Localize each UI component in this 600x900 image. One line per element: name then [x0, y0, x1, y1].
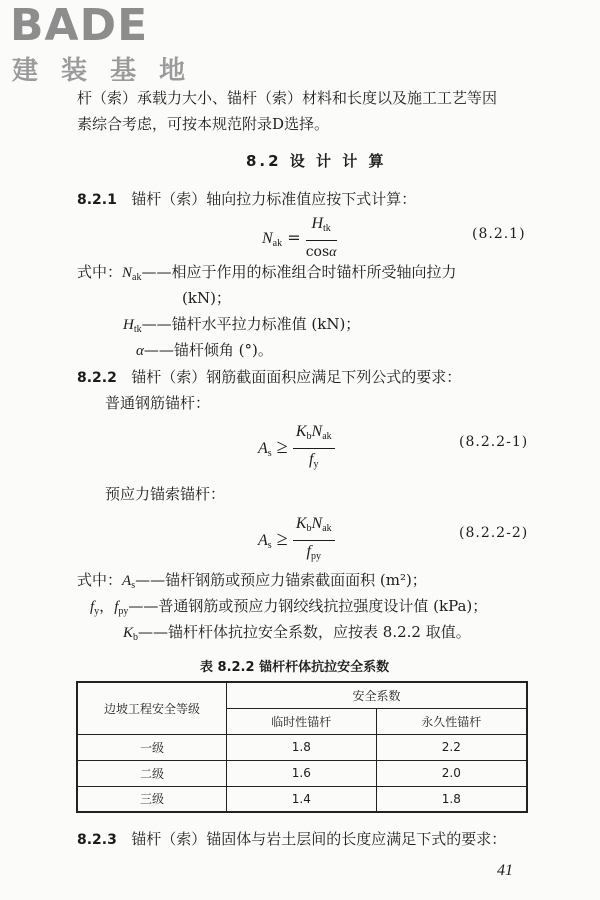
fraction: $\frac{K_bN_{ak}}{f_y}$ [293, 422, 335, 475]
symbol-as: $A_s$ [122, 573, 136, 591]
sub-heading-ordinary: 普通钢筋锚杆： [105, 394, 211, 412]
cell-grade: 二级 [77, 760, 227, 786]
definition-nak [77, 262, 457, 288]
intro-line-1: 杆（索）承载力大小、锚杆（索）材料和长度以及施工工艺等因 [77, 89, 498, 107]
watermark-logo: BADE [10, 0, 149, 51]
header-safety-factor: 安全系数 [227, 682, 528, 708]
definition-text: ——锚杆钢筋或预应力锚索截面面积 (m²)； [135, 571, 427, 589]
symbol-alpha: α [136, 343, 144, 359]
fraction: $\frac{K_bN_{ak}}{f_{py}}$ [293, 514, 335, 567]
clause-text: 锚杆（索）轴向拉力标准值应按下式计算： [131, 190, 417, 208]
clause-number: 8.2.3 [77, 832, 117, 848]
header-temporary: 临时性锚杆 [227, 708, 377, 734]
fraction: $\frac{H_{tk}}{\cos\alpha}$ [305, 215, 337, 260]
definition-prefix: 式中： [77, 263, 123, 281]
symbol-fy: $f_y$ [90, 599, 100, 617]
cell-permanent: 1.8 [376, 786, 527, 812]
watermark-subtitle: 建 装 基 地 [12, 56, 193, 86]
intro-line-2: 素综合考虑，可按本规范附录D选择。 [77, 115, 330, 133]
cell-permanent: 2.2 [376, 734, 527, 760]
clause-8-2-2 [77, 367, 461, 388]
equation-number: (8.2.1) [472, 226, 526, 242]
formula-8-2-1: $N_{ak}$ = $\frac{H_{tk}}{\cos\alpha}$ [262, 214, 337, 263]
symbol-kb: $K_b$ [123, 625, 139, 643]
cell-temporary: 1.6 [227, 760, 377, 786]
clause-number: 8.2.1 [77, 192, 117, 208]
table-row [77, 734, 527, 760]
definition-text: ——锚杆水平拉力标准值 (kN)； [141, 315, 361, 333]
clause-text: 锚杆（索）锚固体与岩土层间的长度应满足下式的要求： [131, 830, 507, 848]
sub-heading-prestressed: 预应力锚索锚杆： [105, 485, 226, 503]
cell-temporary: 1.8 [227, 734, 377, 760]
clause-text: 锚杆（索）钢筋截面面积应满足下列公式的要求： [131, 368, 462, 386]
table-caption: 表 8.2.2 锚杆杆体抗拉安全系数 [200, 660, 390, 675]
cell-permanent: 2.0 [376, 760, 527, 786]
definition-as [77, 570, 427, 596]
table-row [77, 786, 527, 812]
section-title: 8.2 设 计 计 算 [246, 152, 387, 170]
formula-8-2-2-2: $A_s$ ≥ $\frac{K_bN_{ak}}{f_{py}}$ [258, 514, 335, 567]
symbol-htk: $H_{tk}$ [123, 317, 142, 335]
definition-text: ——普通钢筋或预应力钢绞线抗拉强度设计值 (kPa)； [128, 597, 488, 615]
equation-number: (8.2.2-1) [459, 434, 529, 450]
cell-grade: 一级 [77, 734, 227, 760]
definition-fy: $f_y$，$f_{py}——$普通钢筋或预应力钢绞线抗拉强度设计值 (kPa)； [90, 597, 488, 617]
symbol-nak: $N_{ak}$ [122, 265, 142, 283]
clause-8-2-3 [77, 829, 506, 850]
cell-grade: 三级 [77, 786, 227, 812]
definition-htk [123, 314, 360, 340]
definition-nak-unit: (kN)； [182, 289, 231, 307]
formula-8-2-2-1: $A_s$ ≥ $\frac{K_bN_{ak}}{f_y}$ [258, 422, 335, 475]
clause-number: 8.2.2 [77, 370, 117, 386]
equation-number: (8.2.2-2) [459, 525, 529, 541]
symbol-fpy: $f_{py}$ [114, 599, 129, 617]
definition-alpha [136, 340, 273, 361]
definition-text: ——相应于作用的标准组合时锚杆所受轴向拉力 [141, 263, 457, 281]
header-permanent: 永久性锚杆 [376, 708, 527, 734]
page-number: 41 [497, 862, 513, 879]
safety-factor-table [76, 681, 528, 813]
cell-temporary: 1.4 [227, 786, 377, 812]
header-safety-grade: 边坡工程安全等级 [77, 682, 227, 734]
definition-text: ——锚杆倾角 (°)。 [143, 341, 273, 359]
clause-8-2-1 [77, 189, 416, 210]
definition-text: ——锚杆杆体抗拉安全系数，应按表 8.2.2 取值。 [138, 623, 471, 641]
definition-kb [123, 622, 471, 648]
table-row [77, 760, 527, 786]
definition-prefix: 式中： [77, 571, 123, 589]
